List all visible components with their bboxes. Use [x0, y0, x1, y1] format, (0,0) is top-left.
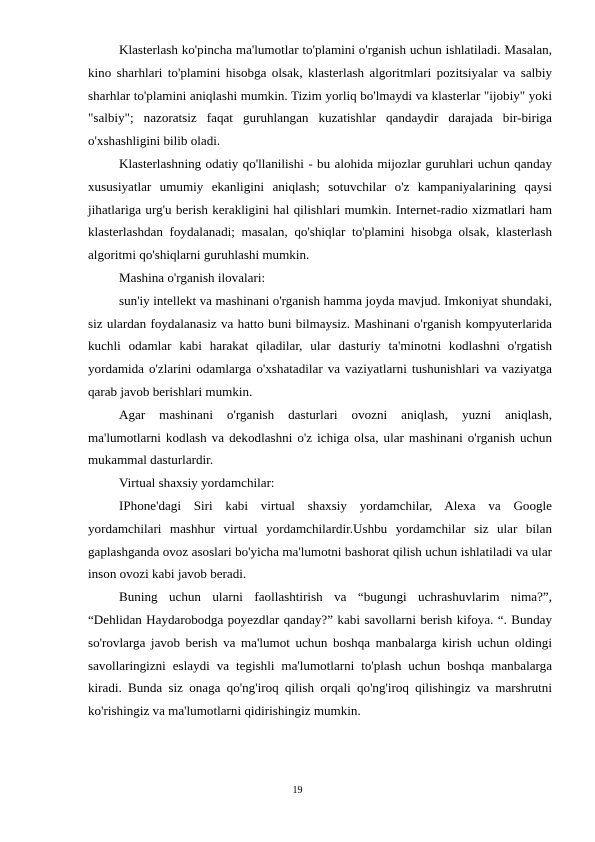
- paragraph-ai-everywhere: sun'iy intellekt va mashinani o'rganish hamma joyda mavjud. Imkoniyat shundaki, siz ulardan foydalanasiz va hatto buni bilmaysiz. Mashinani o'rganish kompyuterlarida kuchli odamlar kabi harakat qiladilar, ular dasturiy ta'minotni kodlashni o'rgatish yordamida o'zlarini odamlarga o'xshatadilar va vaziyatlarni tushunishlari va vaziyatga qarab javob berishlari mumkin.: [88, 292, 552, 399]
- document-page: [88, 39, 552, 723]
- paragraph-clustering-usage: Klasterlash ko'pincha ma'lumotlar to'plamini o'rganish uchun ishlatiladi. Masalan, kino sharhlari to'plamini hisobga olsak, klasterlash algoritmlari pozitsiyalar va salbiy sharhlar to'plamini aniqlashi mumkin. Tizim yorliq bo'lmaydi va klasterlar "ijobiy" yoki "salbiy"; nazoratsiz faqat guruhlangan kuzatishlar qandaydir darajada bir-biriga o'xshashligini bilib oladi.: [88, 42, 552, 149]
- paragraph-clustering-application: Klasterlashning odatiy qo'llanilishi - bu alohida mijozlar guruhlari uchun qanday xususiyatlar umumiy ekanligini aniqlash; sotuvchilar o'z kampaniyalarining qaysi jihatlariga urg'u berish kerakligini hal qilishlari mumkin. Internet-radio xizmatlari ham klasterlashdan foydalanadi; masalan, qo'shiqlar to'plamini hisobga olsak, klasterlash algoritmi qo'shiqlarni guruhlashi mumkin.: [88, 155, 552, 263]
- paragraph-heading-ml-applications: Mashina o'rganish ilovalari:: [119, 269, 266, 285]
- paragraph-heading-virtual-assistants: Virtual shaxsiy yordamchilar:: [119, 475, 275, 491]
- paragraph-assistant-activation: Buning uchun ularni faollashtirish va “bugungi uchrashuvlarim nima?”, “Dehlidan Haydarobodga poyezdlar qanday?” kabi savollarni berish kifoya. “. Bunday so'rovlarga javob berish va ma'lumot uchun boshqa manbalarga kirish uchun oldingi savollaringizni eslaydi va tegishli ma'lumotlarni to'plash uchun boshqa manbalarga kiradi. Bunda siz onaga qo'ng'iroq qilish orqali qo'ng'iroq qilishingiz va marshrutni ko'rishingiz va ma'lumotlarni qidirishingiz mumkin.: [88, 589, 552, 719]
- page-number: 19: [292, 785, 303, 796]
- paragraph-virtual-assistants: IPhone'dagi Siri kabi virtual shaxsiy yordamchilar, Alexa va Google yordamchilari mashhur virtual yordamchilardir.Ushbu yordamchilar siz ular bilan gaplashganda ovoz asoslari bo'yicha ma'lumotni bashorat qilish uchun ishlatiladi va ular inson ovozi kabi javob beradi.: [88, 497, 552, 582]
- paragraph-ml-programs: Agar mashinani o'rganish dasturlari ovozni aniqlash, yuzni aniqlash, ma'lumotlarni kodlash va dekodlashni o'z ichiga olsa, ular mashinani o'rganish uchun mukammal dasturlardir.: [88, 406, 552, 468]
